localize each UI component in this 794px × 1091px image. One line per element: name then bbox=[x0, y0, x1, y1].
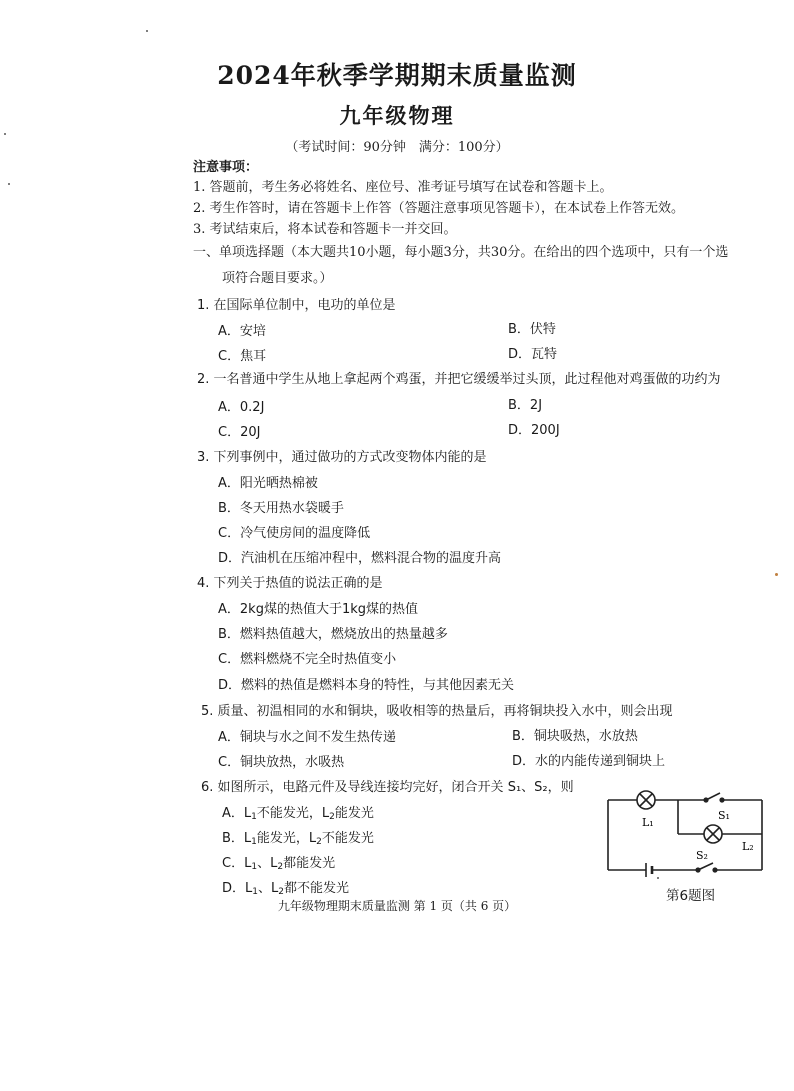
option: D．200J bbox=[508, 423, 560, 438]
note-item: 3. 考试结束后，将本试卷和答题卡一并交回。 bbox=[193, 222, 457, 237]
scan-speck bbox=[657, 877, 659, 879]
question-stem: 4. 下列关于热值的说法正确的是 bbox=[197, 576, 383, 591]
option: A．铜块与水之间不发生热传递 bbox=[218, 730, 396, 745]
switch-s1-contact bbox=[720, 798, 724, 802]
option: D．汽油机在压缩冲程中，燃料混合物的温度升高 bbox=[218, 551, 502, 566]
q6-sep: 、 bbox=[521, 780, 535, 795]
notes-heading: 注意事项： bbox=[193, 160, 259, 175]
switch-s2-blade bbox=[698, 863, 713, 870]
circuit-diagram bbox=[600, 784, 775, 884]
label-s2: S₂ bbox=[696, 849, 708, 862]
option: A．0.2J bbox=[218, 400, 265, 415]
option: B．伏特 bbox=[508, 322, 556, 337]
label-s1: S₁ bbox=[718, 809, 730, 822]
exam-info: （考试时间：90分钟 满分：100分） bbox=[285, 140, 509, 155]
note-item: 1. 答题前，考生务必将姓名、座位号、准考证号填写在试卷和答题卡上。 bbox=[193, 180, 613, 195]
question-stem: 3. 下列事例中，通过做功的方式改变物体内能的是 bbox=[197, 450, 487, 465]
q6-stem-prefix: 6. 如图所示，电路元件及导线连接均完好，闭合开关 bbox=[201, 780, 504, 795]
option: C．冷气使房间的温度降低 bbox=[218, 526, 371, 541]
option: D．燃料的热值是燃料本身的特性，与其他因素无关 bbox=[218, 678, 515, 693]
scan-speck bbox=[4, 133, 6, 135]
section-heading: 一、单项选择题（本大题共10小题，每小题3分，共30分。在给出的四个选项中，只有一个选 bbox=[193, 245, 729, 260]
switch-s2-contact bbox=[713, 868, 717, 872]
note-item bbox=[193, 197, 684, 216]
option: B．冬天用热水袋暖手 bbox=[218, 501, 344, 516]
scan-speck bbox=[8, 183, 10, 185]
option: B．铜块吸热，水放热 bbox=[512, 729, 638, 744]
section-heading-cont: 项符合题目要求。） bbox=[222, 271, 333, 286]
option: C．燃料燃烧不完全时热值变小 bbox=[218, 652, 397, 667]
option: D．水的内能传递到铜块上 bbox=[512, 754, 666, 769]
option: C．焦耳 bbox=[218, 349, 267, 364]
option: A．$L_1$不能发光，$L_2$能发光 bbox=[222, 806, 374, 822]
option: C．20J bbox=[218, 425, 261, 440]
option: B．燃料热值越大，燃烧放出的热量越多 bbox=[218, 627, 448, 642]
figure-caption: 第6题图 bbox=[666, 888, 716, 904]
scan-speck bbox=[775, 573, 778, 576]
page-subtitle: 九年级物理 bbox=[339, 103, 455, 128]
note-item-text: 2. 考生作答时，请在答题卡上作答（答题注意事项见答题卡），在本试卷上作答无效。 bbox=[193, 201, 685, 216]
option: C．$L_1$、$L_2$都能发光 bbox=[222, 856, 336, 872]
option: C．铜块放热，水吸热 bbox=[218, 755, 345, 770]
scan-speck bbox=[146, 30, 148, 32]
label-l2: L₂ bbox=[742, 840, 754, 853]
question-stem: 5. 质量、初温相同的水和铜块，吸收相等的热量后，再将铜块投入水中，则会出现 bbox=[201, 704, 673, 719]
option: D．$L_1$、$L_2$都不能发光 bbox=[222, 881, 350, 897]
option: B．$L_1$能发光，$L_2$不能发光 bbox=[222, 831, 374, 847]
q6-stem-suffix: ，则 bbox=[547, 780, 574, 795]
label-l1: L₁ bbox=[642, 816, 654, 829]
page-footer: 九年级物理期末质量监测 第 1 页（共 6 页） bbox=[277, 899, 517, 913]
q6-s2: S₂ bbox=[534, 780, 548, 795]
page-title: 2024年秋季学期期末质量监测 bbox=[217, 61, 577, 90]
question-stem: 1. 在国际单位制中，电功的单位是 bbox=[197, 298, 396, 313]
question-stem bbox=[201, 776, 574, 795]
question-stem: 2. 一名普通中学生从地上拿起两个鸡蛋，并把它缓缓举过头顶，此过程他对鸡蛋做的功约为 bbox=[197, 372, 721, 387]
option: A．安培 bbox=[218, 324, 266, 339]
switch-s1-blade bbox=[706, 793, 720, 800]
option: B．2J bbox=[508, 398, 543, 413]
option: D．瓦特 bbox=[508, 347, 558, 362]
option: A．2kg煤的热值大于1kg煤的热值 bbox=[218, 602, 418, 617]
option: A．阳光晒热棉被 bbox=[218, 476, 318, 491]
q6-s1: S₁ bbox=[507, 780, 522, 795]
